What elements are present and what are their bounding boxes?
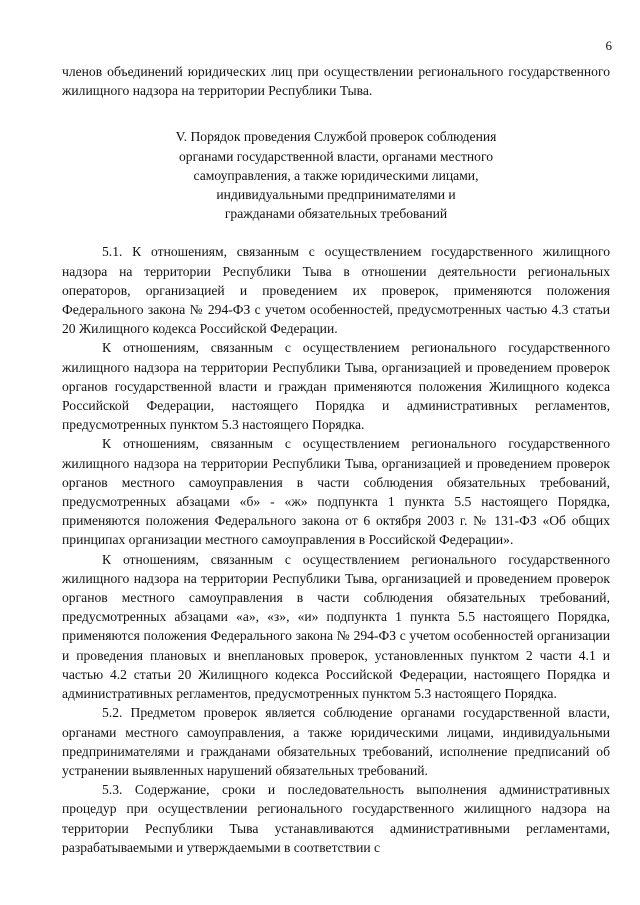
paragraph: К отношениям, связанным с осуществлением регионального государственного жилищного надзора на территории Республики Тыва, организацией и проведением проверок органов местного самоуправления в части соблюдения обязательных требований, предусмотренных абзацами «а», «з», «и» подпункта 1 пункта 5.5 настоящего Порядка, применяются положения Федерального закона № 294-ФЗ с учетом особенностей организации и проведения плановых и внеплановых проверок, установленных пунктом 2 части 4.1 и частью 4.2 статьи 20 Жилищного кодекса Российской Федерации, настоящего Порядка и административных регламентов, предусмотренных пунктом 5.3 настоящего Порядка. (62, 551, 610, 702)
paragraph-5-2: 5.2. Предметом проверок является соблюдение органами государственной власти, органами местного самоуправления, а также юридическими лицами, индивидуальными предпринимателями и гражданами обязательных требований, исполнение предписаний об устранении выявленных нарушений обязательных требований. (62, 705, 610, 778)
paragraph-5-1: 5.1. К отношениям, связанным с осуществлением государственного жилищного надзора на территории Республики Тыва в отношении деятельности региональных операторов, организацией и проведением их проверок, применяются положения Федерального закона № 294-ФЗ с учетом особенностей, предусмотренных частью 4.3 статьи 20 Жилищного кодекса Российской Федерации. (62, 244, 610, 337)
paragraph: К отношениям, связанным с осуществлением регионального государственного жилищного надзора на территории Республики Тыва, организацией и проведением проверок органов местного самоуправления в части соблюдения обязательных требований, предусмотренных абзацами «б» - «ж» подпункта 1 пункта 5.5 настоящего Порядка, применяются положения Федерального закона от 6 октября 2003 г. № 131-ФЗ «Об общих принципах организации местного самоуправления в Российской Федерации». (62, 436, 610, 548)
paragraph: К отношениям, связанным с осуществлением регионального государственного жилищного надзора на территории Республики Тыва, организацией и проведением проверок органов государственной власти и граждан применяются положения Жилищного кодекса Российской Федерации, настоящего Порядка и административных регламентов, предусмотренных пунктом 5.3 настоящего Порядка. (62, 340, 610, 433)
section-heading-line: индивидуальными предпринимателями и (216, 187, 456, 203)
document-body (62, 62, 610, 857)
section-heading-line: самоуправления, а также юридическими лицами, (193, 167, 479, 183)
page-number: 6 (605, 38, 612, 53)
paragraph-5-3: 5.3. Содержание, сроки и последовательность выполнения административных процедур при осуществлении регионального государственного жилищного надзора на территории Республики Тыва устанавливаются административными регламентами, разрабатываемыми и утверждаемыми в соответствии с (62, 782, 610, 855)
intro-paragraph: членов объединений юридических лиц при осуществлении регионального государственного жилищного надзора на территории Республики Тыва. (62, 64, 610, 99)
section-heading (62, 127, 610, 223)
section-heading-line: гражданами обязательных требований (224, 206, 448, 222)
section-heading-line: V. Порядок проведения Службой проверок соблюдения (175, 129, 497, 145)
section-heading-line: органами государственной власти, органами местного (178, 148, 493, 164)
